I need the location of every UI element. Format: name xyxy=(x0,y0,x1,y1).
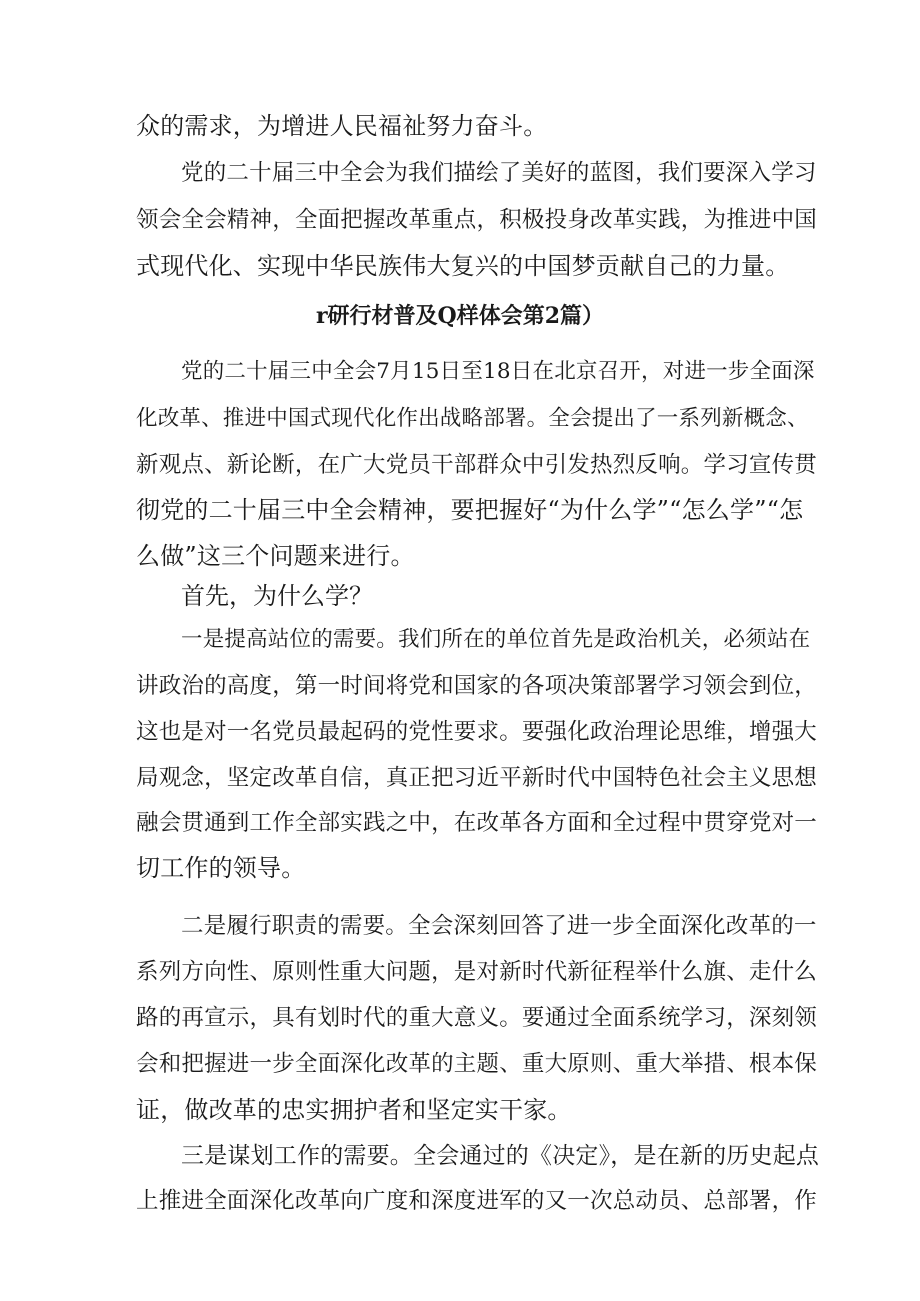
paragraph-line: 局观念，坚定改革自信，真正把习近平新时代中国特色社会主义思想 xyxy=(136,765,818,791)
paragraph-line: 众的需求，为增进人民福祉努力奋斗。 xyxy=(136,112,548,140)
section-heading: r研行材普及Q样体会第2篇） xyxy=(315,303,605,329)
paragraph-line: 三是谋划工作的需要。全会通过的《决定》，是在新的历史起点 xyxy=(181,1143,820,1169)
paragraph-line: 融会贯通到工作全部实践之中，在改革各方面和全过程中贯穿党对一 xyxy=(136,810,818,836)
paragraph-line: 化改革、推进中国式现代化作出战略部署。全会提出了一系列新概念、 xyxy=(136,406,809,431)
paragraph-line: 会和把握进一步全面深化改革的主题、重大原则、重大举措、根本保 xyxy=(136,1051,818,1077)
paragraph-line: 路的再宣示，具有划时代的重大意义。要通过全面系统学习，深刻领 xyxy=(136,1005,818,1031)
paragraph-line: 讲政治的高度，第一时间将党和国家的各项决策部署学习领会到位， xyxy=(136,673,818,699)
paragraph-line: 一是提高站位的需要。我们所在的单位首先是政治机关，必须站在 xyxy=(181,627,811,652)
subheading: 首先，为什么学？ xyxy=(181,582,373,610)
paragraph-line: 切工作的领导。 xyxy=(136,854,306,882)
paragraph-line: 党的二十届三中全会7月15日至18日在北京召开，对进一步全面深 xyxy=(181,359,815,384)
paragraph-line: 彻党的二十届三中全会精神，要把握好“为什么学”“怎么学”“怎 xyxy=(136,496,804,524)
paragraph-line: 证，做改革的忠实拥护者和坚定实干家。 xyxy=(136,1096,572,1124)
paragraph-line: 系列方向性、原则性重大问题，是对新时代新征程举什么旗、走什么 xyxy=(136,959,818,985)
paragraph-line: 这也是对一名党员最起码的党性要求。要强化政治理论思维，增强大 xyxy=(136,719,818,745)
paragraph-line: 新观点、新论断，在广大党员干部群众中引发热烈反响。学习宣传贯 xyxy=(136,452,818,478)
paragraph-line: 式现代化、实现中华民族伟大复兴的中国梦贡献自己的力量。 xyxy=(136,252,790,280)
paragraph-line: 党的二十届三中全会为我们描绘了美好的蓝图，我们要深入学习 xyxy=(181,160,817,186)
paragraph-line: 么做”这三个问题来进行。 xyxy=(136,542,415,570)
paragraph-line: 上推进全面深化改革向广度和深度进军的又一次总动员、总部署，作 xyxy=(136,1188,818,1214)
paragraph-line: 二是履行职责的需要。全会深刻回答了进一步全面深化改革的一 xyxy=(181,913,817,939)
paragraph-line: 领会全会精神，全面把握改革重点，积极投身改革实践，为推进中国 xyxy=(136,207,818,233)
